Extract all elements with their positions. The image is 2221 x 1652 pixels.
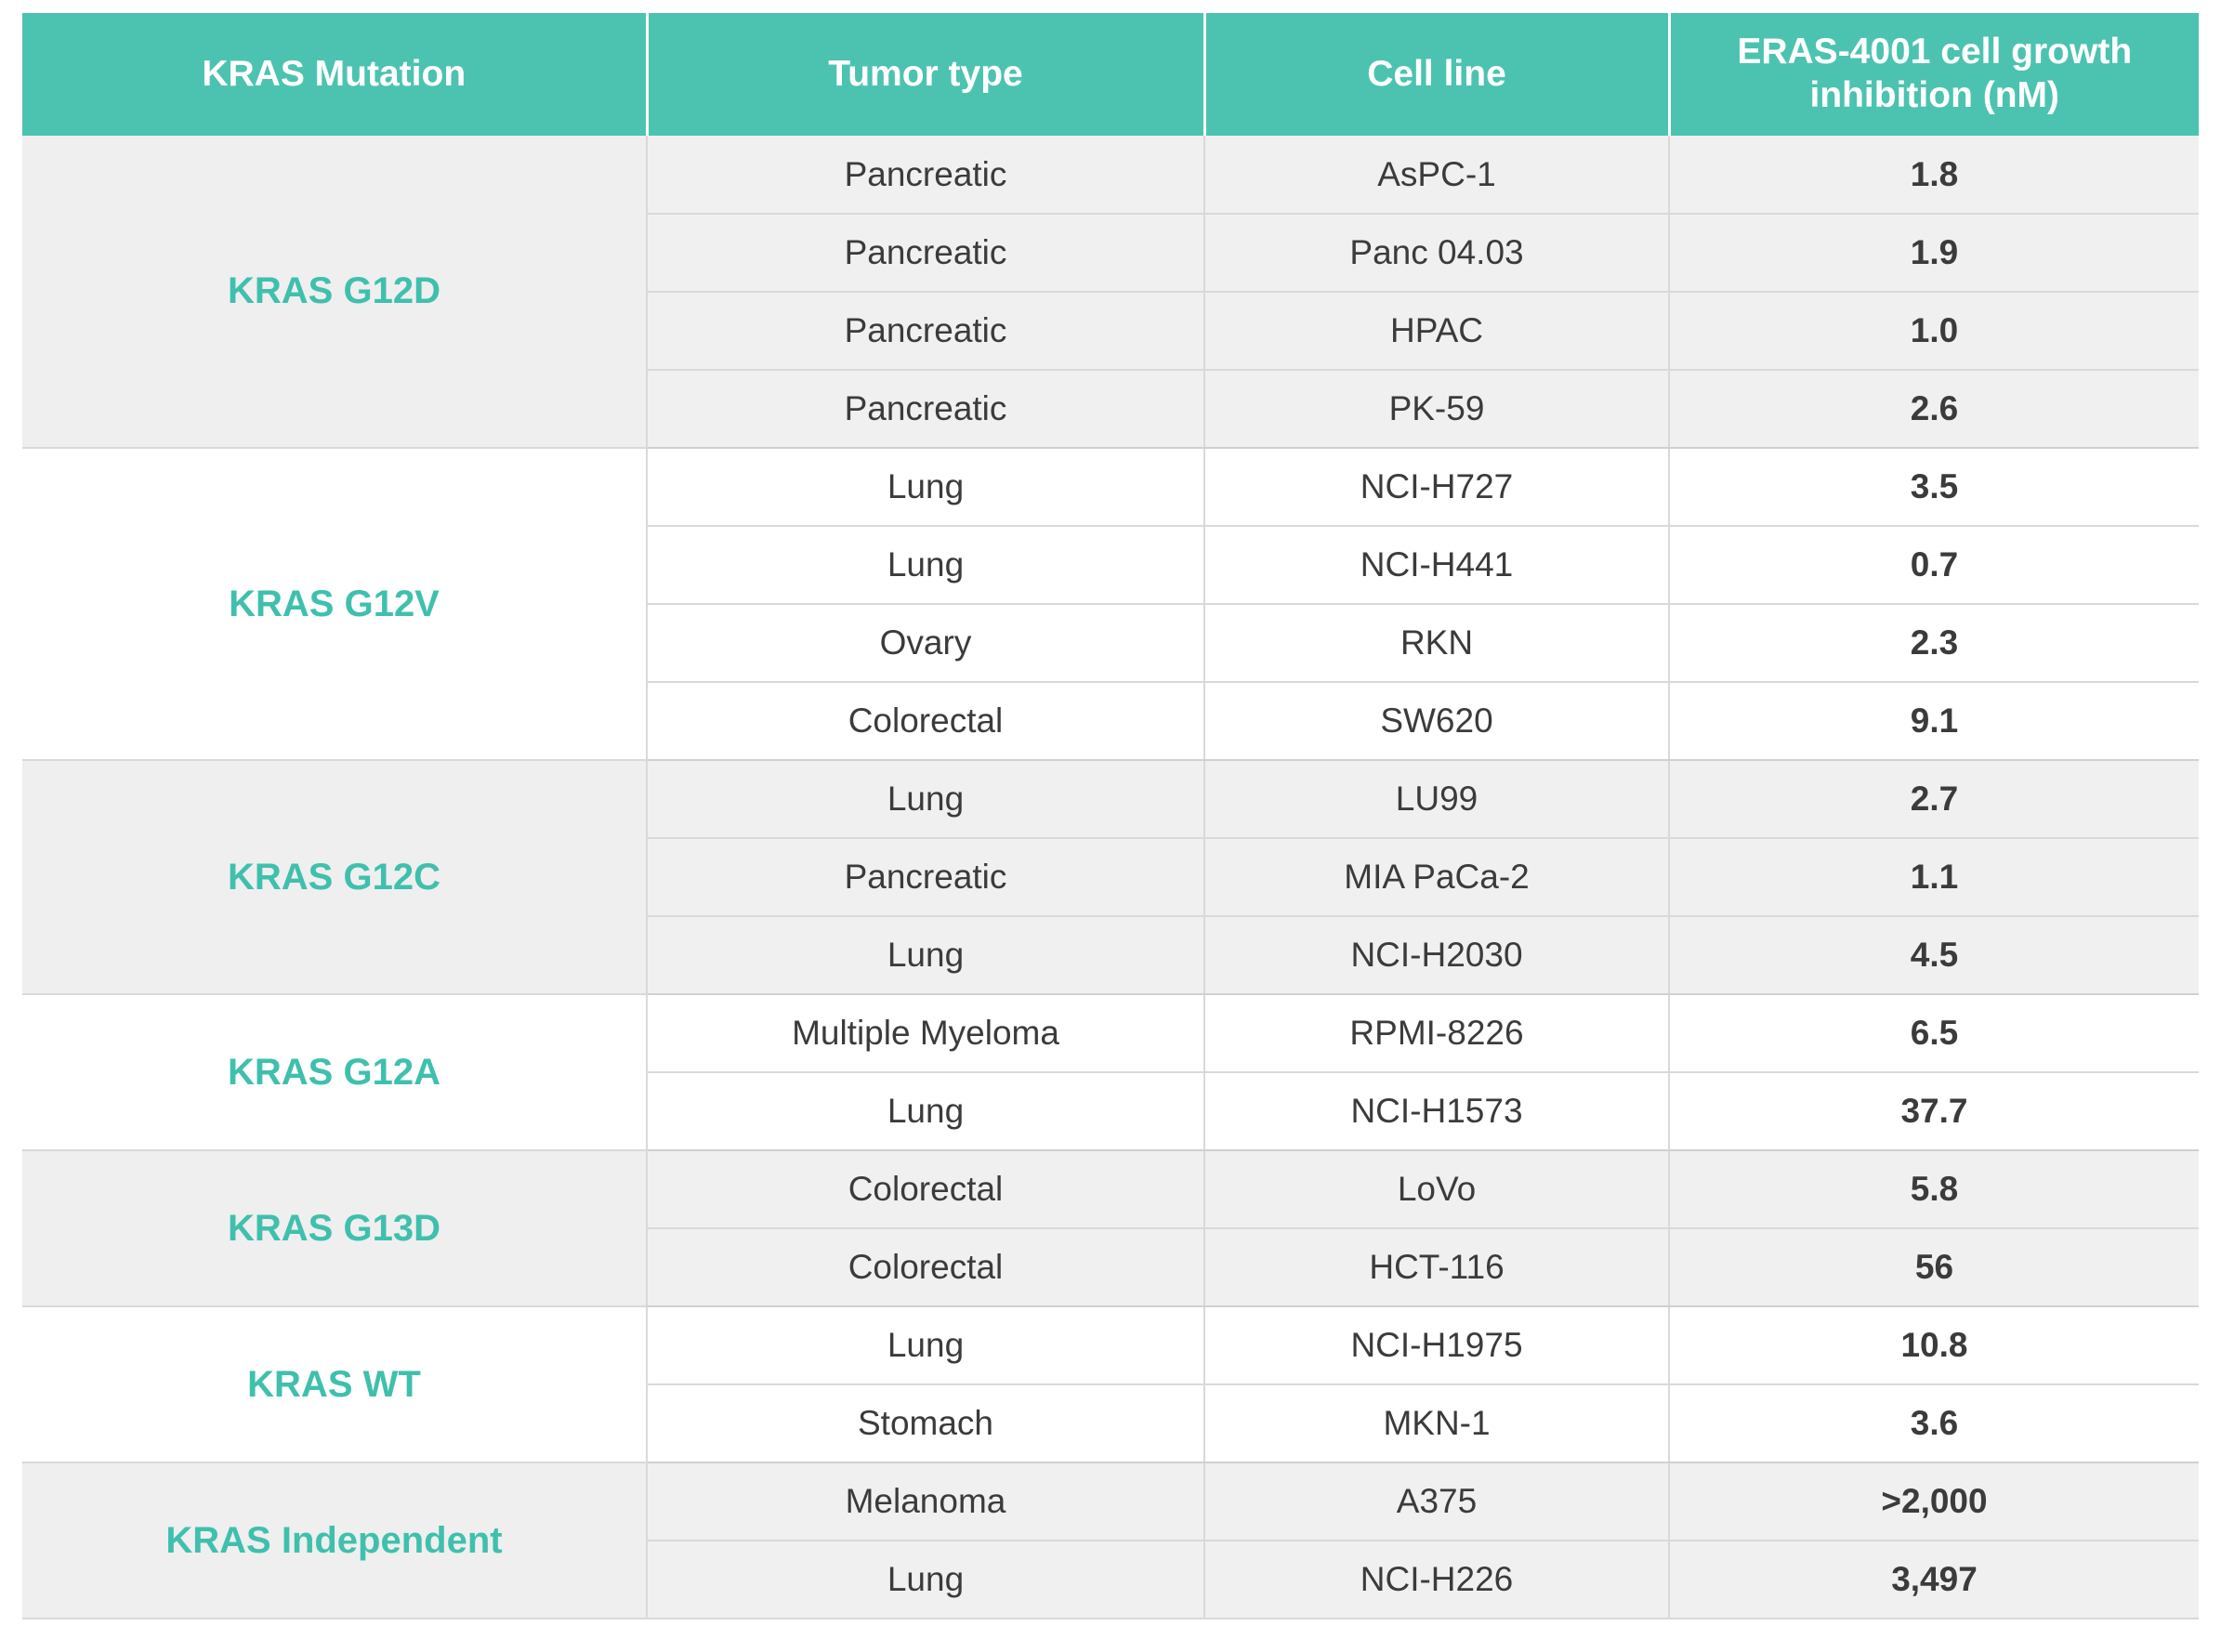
cell-line: NCI-H1573 — [1204, 1072, 1669, 1150]
group-label-kras-g13d: KRAS G13D — [22, 1150, 647, 1306]
group-label-kras-wt: KRAS WT — [22, 1306, 647, 1462]
cell-tumor-type: Stomach — [647, 1384, 1204, 1462]
cell-line: NCI-H441 — [1204, 526, 1669, 604]
cell-inhibition-value: 56 — [1669, 1228, 2199, 1306]
cell-tumor-type: Lung — [647, 1072, 1204, 1150]
column-header-cell-line: Cell line — [1204, 13, 1669, 136]
cell-tumor-type: Ovary — [647, 604, 1204, 682]
cell-line: SW620 — [1204, 682, 1669, 760]
cell-tumor-type: Multiple Myeloma — [647, 994, 1204, 1072]
cell-line: NCI-H226 — [1204, 1541, 1669, 1619]
cell-tumor-type: Lung — [647, 760, 1204, 838]
cell-tumor-type: Lung — [647, 448, 1204, 526]
cell-inhibition-value: 2.7 — [1669, 760, 2199, 838]
group-label-kras-independent: KRAS Independent — [22, 1462, 647, 1619]
cell-line: NCI-H1975 — [1204, 1306, 1669, 1384]
group-label-kras-g12v: KRAS G12V — [22, 448, 647, 760]
table-header-row — [22, 13, 2199, 136]
cell-tumor-type: Lung — [647, 526, 1204, 604]
table-row — [22, 136, 2199, 214]
cell-line: LoVo — [1204, 1150, 1669, 1228]
cell-inhibition-value: 1.1 — [1669, 838, 2199, 916]
cell-inhibition-value: 2.6 — [1669, 370, 2199, 448]
cell-tumor-type: Pancreatic — [647, 214, 1204, 292]
cell-inhibition-value: 1.9 — [1669, 214, 2199, 292]
table-row — [22, 760, 2199, 838]
column-header-inhibition: ERAS-4001 cell growth inhibition (nM) — [1669, 13, 2199, 136]
cell-line: LU99 — [1204, 760, 1669, 838]
cell-inhibition-value: 3.6 — [1669, 1384, 2199, 1462]
cell-inhibition-value: 3,497 — [1669, 1541, 2199, 1619]
cell-tumor-type: Pancreatic — [647, 292, 1204, 370]
cell-tumor-type: Pancreatic — [647, 838, 1204, 916]
cell-inhibition-value: 9.1 — [1669, 682, 2199, 760]
cell-tumor-type: Colorectal — [647, 682, 1204, 760]
cell-tumor-type: Pancreatic — [647, 136, 1204, 214]
cell-line: RPMI-8226 — [1204, 994, 1669, 1072]
cell-line: A375 — [1204, 1462, 1669, 1541]
table-header — [22, 13, 2199, 136]
cell-line: HCT-116 — [1204, 1228, 1669, 1306]
cell-tumor-type: Colorectal — [647, 1228, 1204, 1306]
group-label-kras-g12c: KRAS G12C — [22, 760, 647, 994]
table-row — [22, 1150, 2199, 1228]
table-row — [22, 1306, 2199, 1384]
cell-line: MIA PaCa-2 — [1204, 838, 1669, 916]
table-row — [22, 448, 2199, 526]
cell-inhibition-value: 1.0 — [1669, 292, 2199, 370]
cell-inhibition-value: 0.7 — [1669, 526, 2199, 604]
table-row — [22, 1462, 2199, 1541]
cell-inhibition-value: >2,000 — [1669, 1462, 2199, 1541]
cell-inhibition-value: 10.8 — [1669, 1306, 2199, 1384]
cell-tumor-type: Colorectal — [647, 1150, 1204, 1228]
group-label-kras-g12d: KRAS G12D — [22, 136, 647, 448]
column-header-tumor-type: Tumor type — [647, 13, 1204, 136]
table-row — [22, 994, 2199, 1072]
cell-inhibition-value: 1.8 — [1669, 136, 2199, 214]
cell-line: NCI-H2030 — [1204, 916, 1669, 994]
group-label-kras-g12a: KRAS G12A — [22, 994, 647, 1150]
cell-line: Panc 04.03 — [1204, 214, 1669, 292]
cell-inhibition-value: 2.3 — [1669, 604, 2199, 682]
cell-line: NCI-H727 — [1204, 448, 1669, 526]
table-body — [22, 136, 2199, 1619]
cell-line: RKN — [1204, 604, 1669, 682]
cell-tumor-type: Lung — [647, 916, 1204, 994]
cell-tumor-type: Lung — [647, 1541, 1204, 1619]
cell-tumor-type: Lung — [647, 1306, 1204, 1384]
cell-line: AsPC-1 — [1204, 136, 1669, 214]
column-header-kras-mutation: KRAS Mutation — [22, 13, 647, 136]
cell-line: PK-59 — [1204, 370, 1669, 448]
cell-inhibition-value: 3.5 — [1669, 448, 2199, 526]
cell-tumor-type: Pancreatic — [647, 370, 1204, 448]
cell-line: HPAC — [1204, 292, 1669, 370]
cell-line: MKN-1 — [1204, 1384, 1669, 1462]
cell-inhibition-value: 6.5 — [1669, 994, 2199, 1072]
cell-inhibition-value: 4.5 — [1669, 916, 2199, 994]
kras-mutation-table — [22, 13, 2199, 1619]
cell-inhibition-value: 37.7 — [1669, 1072, 2199, 1150]
cell-tumor-type: Melanoma — [647, 1462, 1204, 1541]
cell-inhibition-value: 5.8 — [1669, 1150, 2199, 1228]
